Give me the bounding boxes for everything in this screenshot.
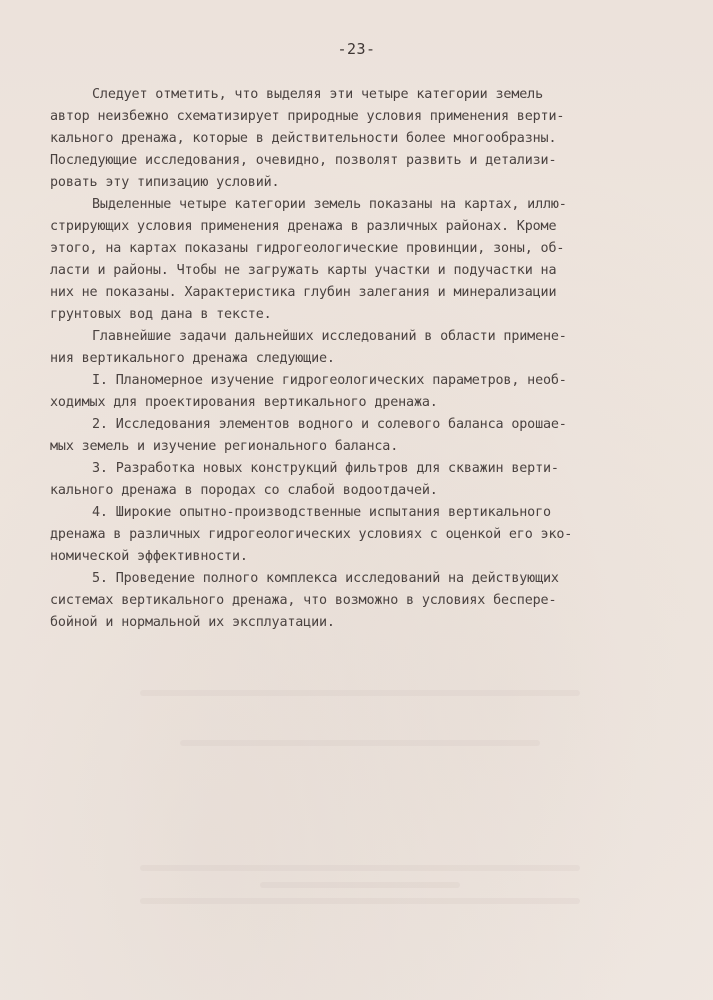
paragraph-line: ласти и районы. Чтобы не загружать карты участки и подучастки на [50, 263, 557, 278]
paragraph-line: стрирующих условия применения дренажа в различных районах. Кроме [50, 219, 557, 234]
list-item-2-cont: мых земель и изучение регионального баланса. [50, 439, 399, 454]
paragraph-line: них не показаны. Характеристика глубин залегания и минерализации [50, 285, 557, 300]
show-through-texture [260, 882, 460, 888]
list-item-4: 4. Широкие опытно-производственные испытания вертикального [92, 505, 551, 520]
list-item-5-cont: системах вертикального дренажа, что возможно в условиях беспере- [50, 593, 557, 608]
list-item-5-cont: бойной и нормальной их эксплуатации. [50, 615, 335, 630]
paragraph-line: этого, на картах показаны гидрогеологические провинции, зоны, об- [50, 241, 565, 256]
show-through-texture [140, 898, 580, 904]
list-item-2: 2. Исследования элементов водного и солевого баланса орошае- [92, 417, 567, 432]
paragraph-line: Главнейшие задачи дальнейших исследований в области примене- [92, 329, 567, 344]
show-through-texture [140, 865, 580, 871]
paragraph-line: кального дренажа, которые в действительности более многообразны. [50, 131, 557, 146]
list-item-5: 5. Проведение полного комплекса исследований на действующих [92, 571, 559, 586]
show-through-texture [180, 740, 540, 746]
paragraph-line: Выделенные четыре категории земель показаны на картах, иллю- [92, 197, 567, 212]
list-item-1-cont: ходимых для проектирования вертикального дренажа. [50, 395, 438, 410]
paragraph-line: ния вертикального дренажа следующие. [50, 351, 335, 366]
paragraph-line: автор неизбежно схематизирует природные условия применения верти- [50, 109, 565, 124]
paragraph-line: ровать эту типизацию условий. [50, 175, 280, 190]
page-number: -23- [337, 40, 376, 58]
paragraph-line: Следует отметить, что выделяя эти четыре категории земель [92, 87, 543, 102]
list-item-3-cont: кального дренажа в породах со слабой водоотдачей. [50, 483, 438, 498]
paragraph-line: грунтовых вод дана в тексте. [50, 307, 272, 322]
show-through-texture [140, 690, 580, 696]
body-text [50, 84, 670, 634]
list-item-4-cont: дренажа в различных гидрогеологических условиях с оценкой его эко- [50, 527, 573, 542]
paragraph-line: Последующие исследования, очевидно, позволят развить и детализи- [50, 153, 557, 168]
list-item-1: I. Планомерное изучение гидрогеологических параметров, необ- [92, 373, 567, 388]
list-item-3: 3. Разработка новых конструкций фильтров для скважин верти- [92, 461, 559, 476]
list-item-4-cont: номической эффективности. [50, 549, 248, 564]
